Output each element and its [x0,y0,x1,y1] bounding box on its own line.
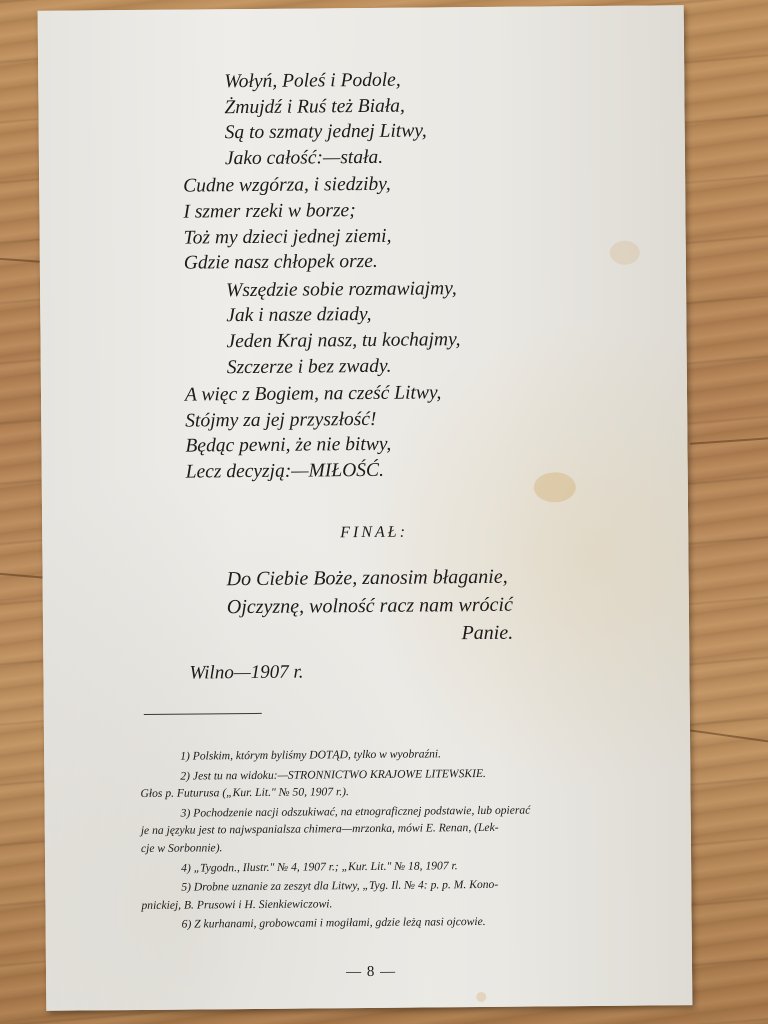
paper-stain [610,241,640,265]
poem [182,66,606,485]
footnote-text: 1) Polskim, którym byliśmy DOTĄD, tylko w wyobraźni. [180,747,442,763]
finale-line: Panie. [461,621,514,645]
footnote-text: 2) Jest tu na widoku:—STRONNICTWO KRAJOWE LITEWSKIE. [180,766,486,783]
footnote-text: 3) Pochodzenie nacji odszukiwać, na etnograficznej podstawie, lub opierać [180,803,531,820]
poem-line: Gdzie nasz chłopek orze. [183,251,378,274]
poem-line: Wołyń, Poleś i Podole, [224,69,401,93]
wood-grain-line [690,729,768,742]
poem-line: Jako całość:—stała. [224,146,384,169]
poem-line: Jak i nasze dziady, [226,304,372,327]
poem-line: Stójmy za jej przyszłość! [185,408,377,432]
book-page [38,5,693,1011]
footnote-4 [141,855,621,877]
poem-line: Wszędzie sobie rozmawiajmy, [226,277,457,301]
footnote-5-cont: pnickiej, B. Prusowi i H. Sienkiewiczowi. [141,897,333,912]
footnote-divider [144,713,262,715]
poem-line: Są to szmaty jednej Litwy, [224,120,427,144]
footnotes [140,744,622,934]
footnote-text: 5) Drobne uznanie za zeszyt dla Litwy, „Tyg. Il. № 4: p. p. M. Kono- [181,878,499,894]
paper-stain [476,992,486,1002]
footnote-2-cont: Głos p. Futurusa („Kur. Lit." № 50, 1907 r.). [140,785,349,801]
poem-stanza-1 [182,66,603,172]
footnote-1 [140,744,620,766]
wood-grain-line [690,437,768,445]
poem-line: Będąc pewni, że nie bitwy, [185,434,392,457]
poem-stanza-3 [184,275,605,381]
footnote-3-cont: cje w Sorbonnie). [140,841,223,855]
finale-text [226,563,513,649]
footnote-text: 6) Z kurhanami, grobowcami i mogiłami, gdzie leżą nasi ojcowie. [181,915,486,931]
finale-line: Ojczyznę, wolność racz nam wrócić [226,593,514,619]
poem-line: Jeden Kraj nasz, tu kochajmy, [226,329,461,353]
poem-line: I szmer rzeki w borze; [183,200,356,223]
poem-line: Szczerze i bez zwady. [226,355,392,378]
poem-line: Toż my dzieci jednej ziemi, [183,225,392,249]
poem-line: A więc z Bogiem, na cześć Litwy, [184,382,442,406]
page-number: — 8 — [345,963,397,981]
finale-line: Do Ciebie Boże, zanosim błaganie, [226,565,508,591]
place-date: Wilno—1907 r. [189,661,304,684]
footnote-3-cont: je na języku jest to najwspanialsza chimera—mrzonka, mówi E. Renan, (Lek- [140,821,499,838]
poem-line: Lecz decyzją:—MIŁOŚĆ. [185,459,384,483]
poem-line: Żmujdź i Ruś też Biała, [224,95,405,118]
finale-title: FINAŁ: [340,523,409,542]
poem-stanza-4 [185,379,606,485]
footnote-6 [142,912,622,934]
poem-line: Cudne wzgórza, i siedziby, [183,174,391,197]
poem-stanza-2 [183,170,604,276]
footnote-text: 4) „Tygodn., Ilustr." № 4, 1907 r.; „Kur. Lit." № 18, 1907 r. [181,858,458,875]
